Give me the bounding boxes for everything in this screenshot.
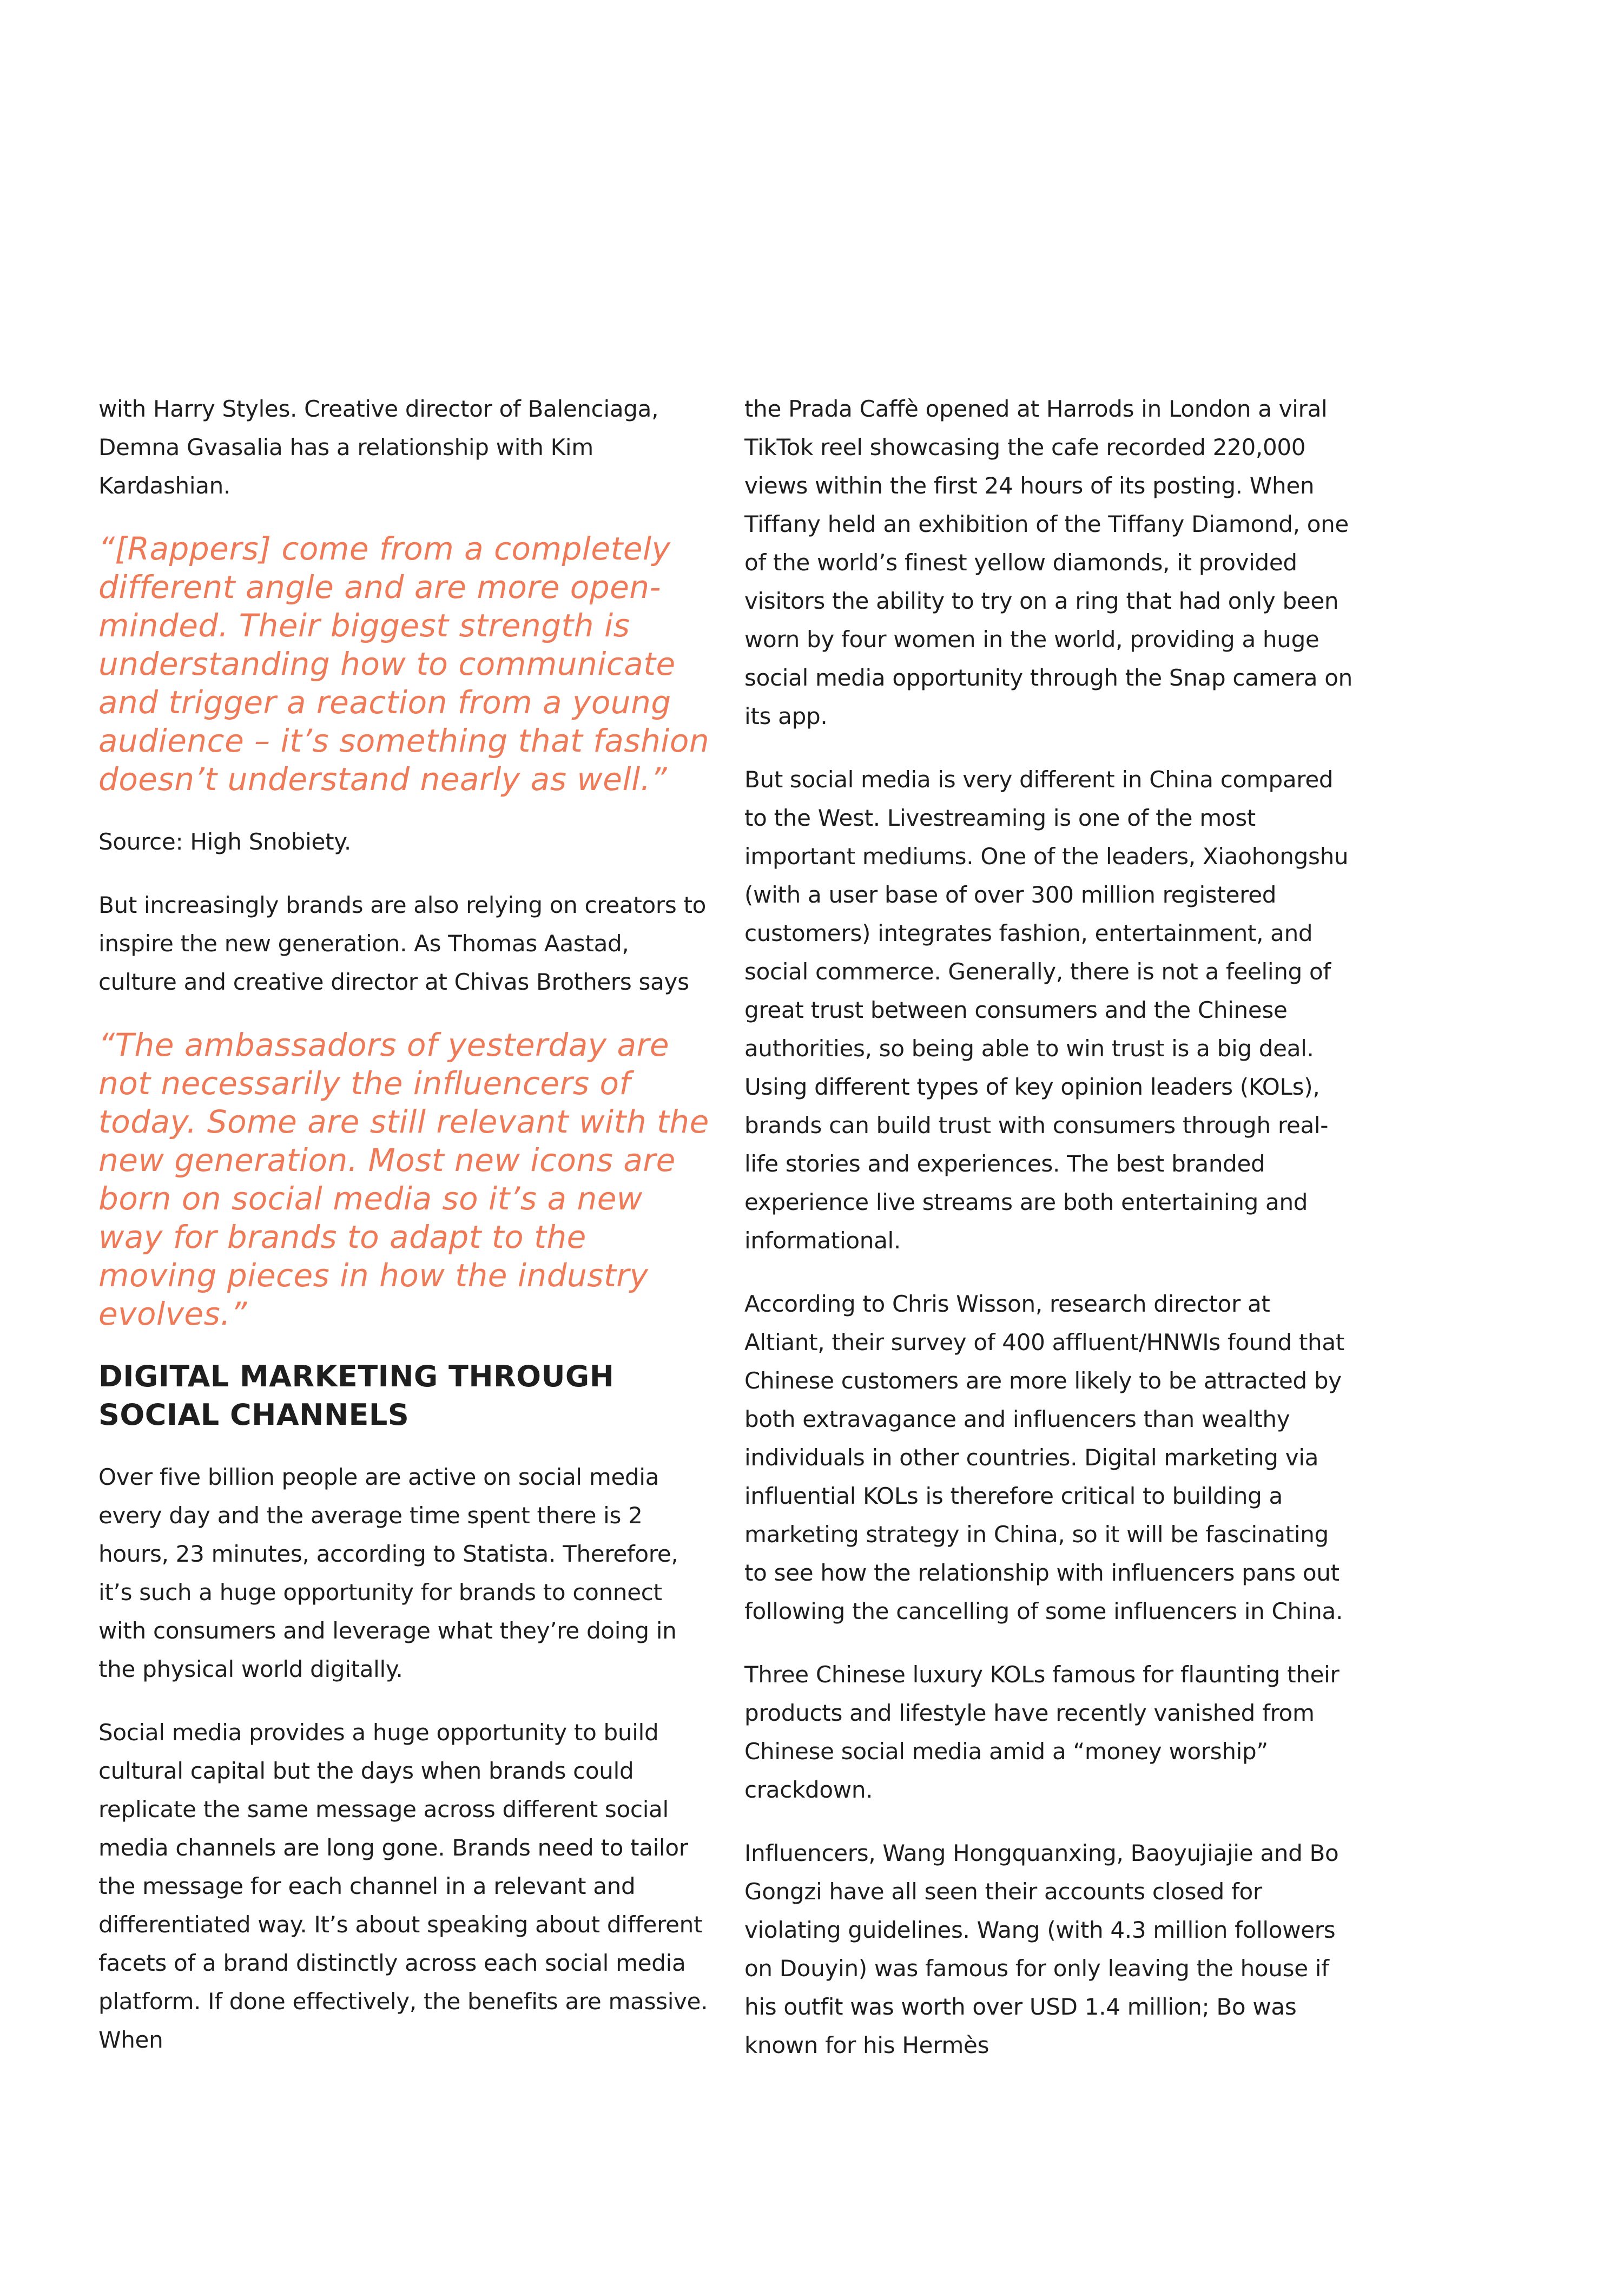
paragraph: Three Chinese luxury KOLs famous for flaunting their products and lifestyle have recently vanished from Chinese social media amid a “money worship” crackdown. (744, 1661, 1340, 1803)
paragraph: According to Chris Wisson, research director at Altiant, their survey of 400 affluent/HNWIs found that Chinese customers are more likely to be attracted by both extravagance and influencers than wealthy individuals in other countries. Digital marketing via influential KOLs is therefore critical to building a marketing strategy in China, so it will be fascinating to see how the relationship with influencers pans out following the cancelling of some influencers in China. (744, 1291, 1344, 1624)
paragraph: Over five billion people are active on social media every day and the average time spent there is 2 hours, 23 minutes, according to Statista. Therefore, it’s such a huge opportunity for brands to connect with consumers and leverage what they’re doing in the physical world digitally. (98, 1464, 678, 1682)
paragraph: Influencers, Wang Hongquanxing, Baoyujiajie and Bo Gongzi have all seen their accounts closed for violating guidelines. Wang (with 4.3 million followers on Douyin) was famous for only leaving the house if his outfit was worth over USD 1.4 million; Bo was known for his Hermès (744, 1840, 1339, 2058)
section-heading: DIGITAL MARKETING THROUGH SOCIAL CHANNELS (98, 1359, 615, 1432)
pull-quote: “[Rappers] come from a completely different angle and are more open-minded. Their biggest strength is understanding how to communicate and trigger a reaction from a young audience – it’s something that fashion doesn’t understand nearly as well.” (98, 530, 710, 798)
right-column (744, 390, 1356, 2089)
source-note: Source: High Snobiety. (98, 828, 351, 855)
paragraph: the Prada Caffè opened at Harrods in London a viral TikTok reel showcasing the cafe recorded 220,000 views within the first 24 hours of its posting. When Tiffany held an exhibition of the Tiffany Diamond, one of the world’s finest yellow diamonds, it provided visitors the ability to try on a ring that had only been worn by four women in the world, providing a huge social media opportunity through the Snap camera on its app. (744, 396, 1352, 729)
pull-quote: “The ambassadors of yesterday are not necessarily the influencers of today. Some are still relevant with the new generation. Most new icons are born on social media so it’s a new way for brands to adapt to the moving pieces in how the industry evolves.” (98, 1027, 709, 1332)
paragraph: But increasingly brands are also relying on creators to inspire the new generation. As Thomas Aastad, culture and creative director at Chivas Brothers says (98, 892, 707, 995)
paragraph: Social media provides a huge opportunity to build cultural capital but the days when brands could replicate the same message across different social media channels are long gone. Brands need to tailor the message for each channel in a relevant and differentiated way. It’s about speaking about different facets of a brand distinctly across each social media platform. If done effectively, the benefits are massive. When (98, 1719, 708, 2053)
left-column (98, 390, 710, 2084)
paragraph: But social media is very different in China compared to the West. Livestreaming is one of the most important mediums. One of the leaders, Xiaohongshu (with a user base of over 300 million registered customers) integrates fashion, entertainment, and social commerce. Generally, there is not a feeling of great trust between consumers and the Chinese authorities, so being able to win trust is a big deal. Using different types of key opinion leaders (KOLs), brands can build trust with consumers through real-life stories and experiences. The best branded experience live streams are both entertaining and informational. (744, 766, 1349, 1254)
paragraph: with Harry Styles. Creative director of Balenciaga, Demna Gvasalia has a relationship with Kim Kardashian. (98, 396, 659, 499)
